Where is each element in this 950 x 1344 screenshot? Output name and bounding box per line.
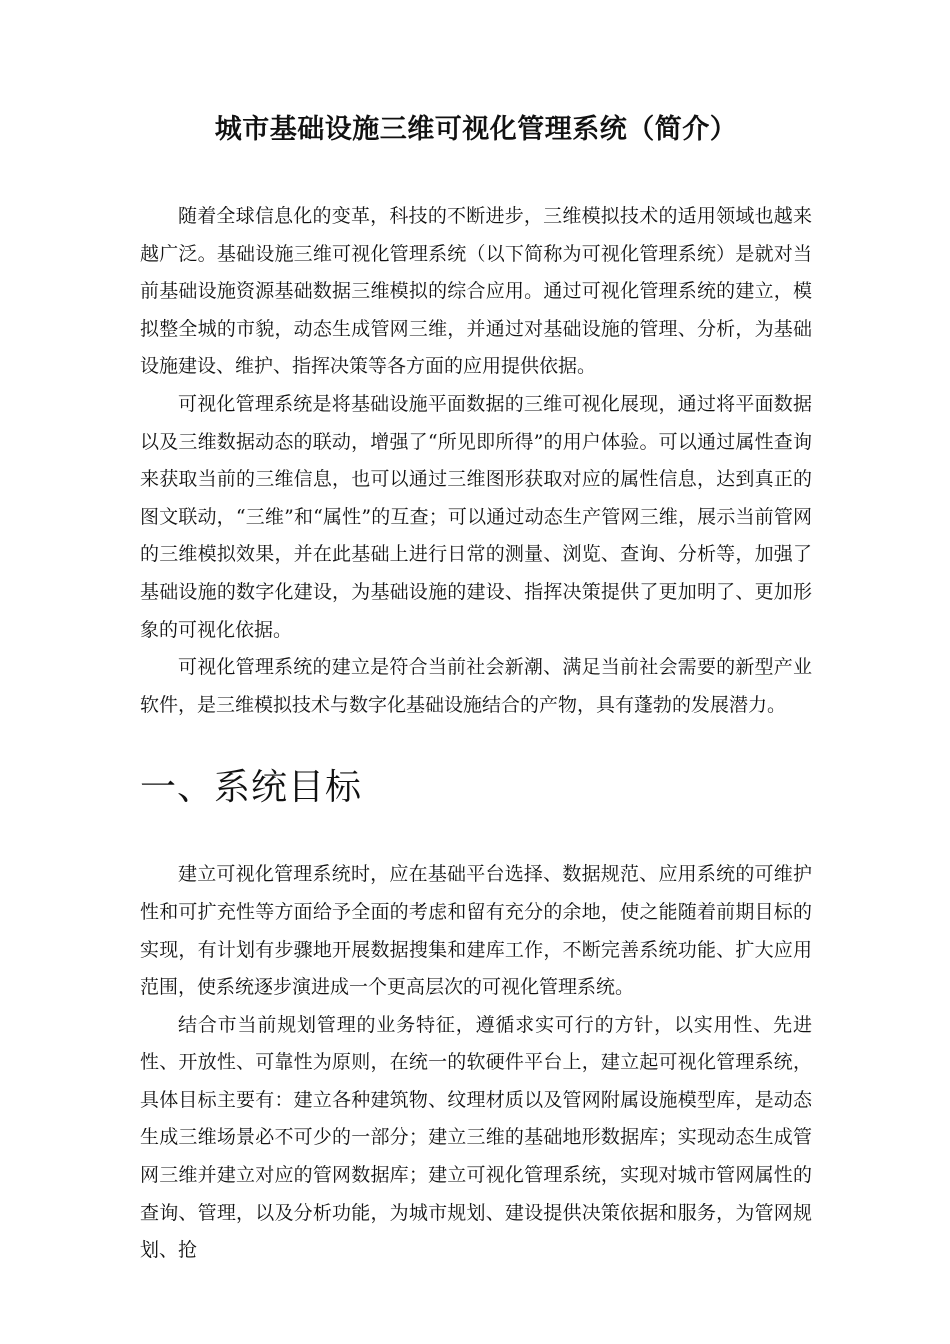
intro-paragraph-3: 可视化管理系统的建立是符合当前社会新潮、满足当前社会需要的新型产业软件，是三维模拟技术与数字化基础设施结合的产物，具有蓬勃的发展潜力。 xyxy=(140,656,812,716)
document-title: 城市基础设施三维可视化管理系统（简介） xyxy=(214,114,738,145)
intro-section xyxy=(140,198,812,724)
intro-paragraph-2: 可视化管理系统是将基础设施平面数据的三维可视化展现，通过将平面数据以及三维数据动态的联动，增强了“所见即所得”的用户体验。可以通过属性查询来获取当前的三维信息，也可以通过三维图形获取对应的属性信息，达到真正的图文联动，“三维”和“属性”的互查；可以通过动态生产管网三维，展示当前管网的三维模拟效果，并在此基础上进行日常的测量、浏览、查询、分析等，加强了基础设施的数字化建设，为基础设施的建设、指挥决策提供了更加明了、更加形象的可视化依据。 xyxy=(140,392,812,641)
goals-paragraph-1: 建立可视化管理系统时，应在基础平台选择、数据规范、应用系统的可维护性和可扩充性等方面给予全面的考虑和留有充分的余地，使之能随着前期目标的实现，有计划有步骤地开展数据搜集和建库工作，不断完善系统功能、扩大应用范围，使系统逐步演进成一个更高层次的可视化管理系统。 xyxy=(140,863,812,999)
system-goals-section xyxy=(140,856,812,1270)
goals-paragraph-2: 结合市当前规划管理的业务特征，遵循求实可行的方针，以实用性、先进性、开放性、可靠性为原则，在统一的软硬件平台上，建立起可视化管理系统，具体目标主要有：建立各种建筑物、纹理材质以及管网附属设施模型库，是动态生成三维场景必不可少的一部分；建立三维的基础地形数据库；实现动态生成管网三维并建立对应的管网数据库；建立可视化管理系统，实现对城市管网属性的查询、管理，以及分析功能，为城市规划、建设提供决策依据和服务，为管网规划、抢 xyxy=(140,1013,812,1262)
section-heading-system-goals: 一、系统目标 xyxy=(140,767,363,809)
intro-paragraph-1: 随着全球信息化的变革，科技的不断进步，三维模拟技术的适用领域也越来越广泛。基础设施三维可视化管理系统（以下简称为可视化管理系统）是就对当前基础设施资源基础数据三维模拟的综合应用。通过可视化管理系统的建立，模拟整全城的市貌，动态生成管网三维，并通过对基础设施的管理、分析，为基础设施建设、维护、指挥决策等各方面的应用提供依据。 xyxy=(140,205,812,378)
